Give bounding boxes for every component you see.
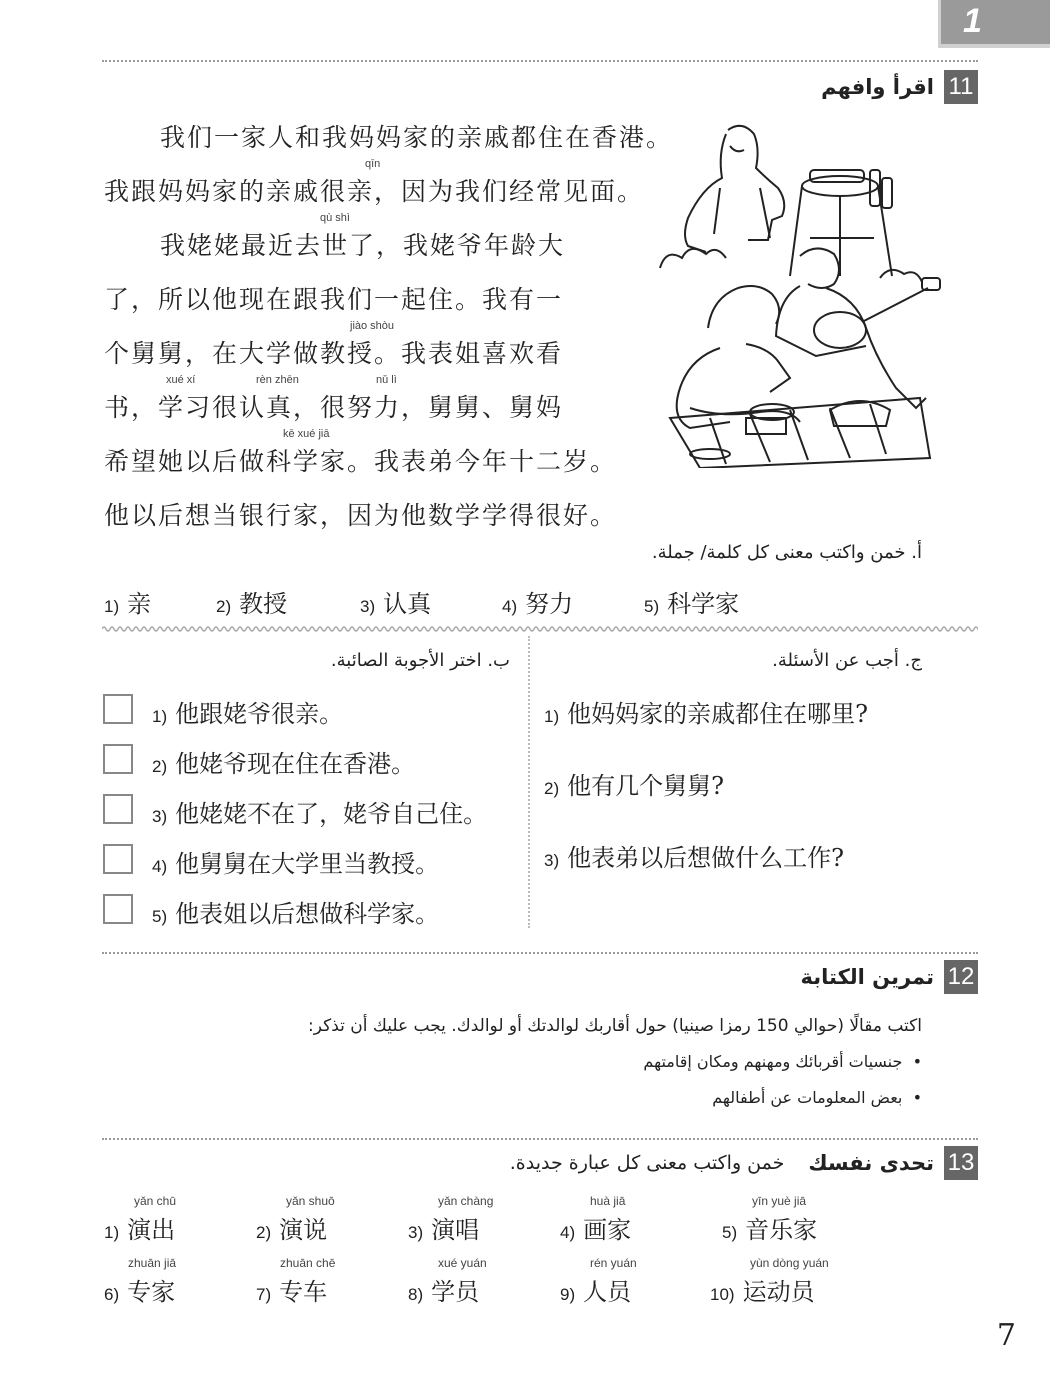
pinyin-annotation: qīn	[365, 158, 381, 170]
item-number: 1)	[104, 1223, 120, 1242]
vocab-word	[104, 1194, 176, 1245]
vocab-pinyin: huà jiā	[590, 1194, 626, 1208]
item-number: 10)	[710, 1285, 735, 1304]
vocab-word	[256, 1256, 335, 1307]
item-number: 4)	[152, 857, 168, 876]
vocab-word	[104, 1256, 176, 1307]
part-b-item	[152, 794, 487, 829]
vocab-text: 演出	[127, 1216, 176, 1244]
pinyin-annotation: xué xí	[166, 374, 196, 386]
passage-line: 希望她以后做科学家。我表弟今年十二岁。	[104, 447, 618, 476]
section-title: تحدى نفسك	[808, 1151, 934, 1175]
bullet-text: بعض المعلومات عن أطفالهم	[712, 1088, 903, 1107]
vocab-word	[560, 1256, 637, 1307]
answer-checkbox[interactable]	[103, 844, 133, 874]
pinyin-annotation: nǔ lì	[376, 374, 397, 386]
vocab-text: 人员	[583, 1278, 632, 1306]
divider	[102, 60, 978, 62]
part-a-item	[360, 584, 431, 619]
answer-checkbox[interactable]	[103, 694, 133, 724]
part-c-question	[544, 838, 844, 873]
section-13-header	[510, 1146, 978, 1180]
item-number: 1)	[152, 707, 168, 726]
part-b-title: ب. اختر الأجوبة الصائبة.	[330, 650, 510, 671]
pinyin-annotation: jiào shòu	[350, 320, 395, 332]
chapter-number: 1	[963, 2, 982, 40]
item-text: 科学家	[667, 590, 740, 618]
passage-line: 我姥姥最近去世了，我姥爷年龄大	[160, 231, 566, 260]
item-text: 他有几个舅舅?	[567, 772, 724, 800]
section-number: 11	[944, 70, 978, 104]
section-title: اقرأ وافهم	[821, 75, 934, 99]
vocab-pinyin: yǎn chū	[134, 1194, 177, 1208]
part-b-item	[152, 844, 439, 879]
part-b-item	[152, 744, 415, 779]
item-text: 他妈妈家的亲戚都住在哪里?	[567, 700, 868, 728]
vocab-pinyin: yǎn shuō	[286, 1194, 335, 1208]
vocab-pinyin: zhuān chē	[280, 1256, 336, 1270]
vocab-text: 演唱	[431, 1216, 480, 1244]
item-number: 9)	[560, 1285, 576, 1304]
passage-line: 他以后想当银行家，因为他数学学得很好。	[104, 501, 618, 530]
part-a-item	[644, 584, 739, 619]
part-b-item	[152, 894, 439, 929]
item-number: 8)	[408, 1285, 424, 1304]
item-number: 3)	[544, 851, 560, 870]
divider	[102, 952, 978, 954]
item-number: 2)	[256, 1223, 272, 1242]
vocab-word	[560, 1194, 631, 1245]
section-11-header	[821, 70, 978, 104]
item-text: 认真	[383, 590, 432, 618]
vocab-word	[722, 1194, 817, 1245]
passage-line: 我跟妈妈家的亲戚很亲，因为我们经常见面。	[104, 177, 645, 206]
passage-line: 我们一家人和我妈妈家的亲戚都住在香港。	[160, 123, 674, 152]
pinyin-annotation: qù shì	[320, 212, 350, 224]
vocab-word	[408, 1256, 487, 1307]
pinyin-annotation: rèn zhēn	[256, 374, 299, 386]
item-text: 他表姐以后想做科学家。	[175, 900, 440, 928]
part-b-item	[152, 694, 343, 729]
answer-checkbox[interactable]	[103, 894, 133, 924]
part-c-question	[544, 766, 724, 801]
item-number: 5)	[644, 597, 660, 616]
item-text: 他姥姥不在了，姥爷自己住。	[175, 800, 488, 828]
part-a-title: أ. خمن واكتب معنى كل كلمة/ جملة.	[651, 542, 922, 563]
item-text: 教授	[239, 590, 288, 618]
item-number: 2)	[152, 757, 168, 776]
vocab-pinyin: yùn dòng yuán	[750, 1256, 829, 1270]
vocab-pinyin: rén yuán	[590, 1256, 637, 1270]
section-title: تمرين الكتابة	[800, 965, 934, 989]
item-number: 3)	[152, 807, 168, 826]
answer-checkbox[interactable]	[103, 794, 133, 824]
item-number: 4)	[502, 597, 518, 616]
vocab-text: 演说	[279, 1216, 328, 1244]
item-text: 他表弟以后想做什么工作?	[567, 844, 844, 872]
vocab-text: 画家	[583, 1216, 632, 1244]
vocab-text: 学员	[431, 1278, 480, 1306]
item-number: 5)	[152, 907, 168, 926]
vocab-text: 专车	[279, 1278, 328, 1306]
pinyin-annotation: kē xué jiā	[283, 428, 330, 440]
part-a-item	[502, 584, 573, 619]
item-number: 1)	[544, 707, 560, 726]
section-number: 12	[944, 960, 978, 994]
passage-line: 书，学习很认真，很努力，舅舅、舅妈	[104, 393, 564, 422]
item-number: 2)	[216, 597, 232, 616]
passage-line: 个舅舅，在大学做教授。我表姐喜欢看	[104, 339, 564, 368]
item-text: 努力	[525, 590, 574, 618]
answer-checkbox[interactable]	[103, 744, 133, 774]
page-number: 7	[996, 1318, 1016, 1353]
item-number: 5)	[722, 1223, 738, 1242]
vocab-text: 专家	[127, 1278, 176, 1306]
vocab-pinyin: yīn yuè jiā	[752, 1194, 807, 1208]
item-number: 6)	[104, 1285, 120, 1304]
family-picnic-illustration	[650, 118, 950, 468]
part-a-item	[104, 584, 151, 619]
vocab-text: 运动员	[742, 1278, 815, 1306]
item-text: 他跟姥爷很亲。	[175, 700, 344, 728]
vocab-text: 音乐家	[745, 1216, 818, 1244]
item-text: 亲	[127, 590, 152, 618]
divider	[102, 1138, 978, 1140]
bullet-item: • جنسيات أقربائك ومهنهم ومكان إقامتهم	[643, 1052, 922, 1071]
item-text: 他舅舅在大学里当教授。	[175, 850, 440, 878]
vocab-pinyin: xué yuán	[438, 1256, 487, 1270]
item-text: 他姥爷现在住在香港。	[175, 750, 416, 778]
passage-line: 了，所以他现在跟我们一起住。我有一	[104, 285, 564, 314]
wavy-divider	[102, 624, 978, 634]
writing-instruction: اكتب مقالًا (حوالي 150 رمزا صينيا) حول أقاربك لوالدتك أو لوالدك. يجب عليك أن تذكر:	[308, 1016, 922, 1036]
part-a-item	[216, 584, 287, 619]
item-number: 3)	[408, 1223, 424, 1242]
section-number: 13	[944, 1146, 978, 1180]
section-subtitle: خمن واكتب معنى كل عبارة جديدة.	[509, 1152, 785, 1174]
item-number: 4)	[560, 1223, 576, 1242]
chapter-tab	[938, 0, 1050, 48]
bullet-text: جنسيات أقربائك ومهنهم ومكان إقامتهم	[643, 1052, 903, 1071]
bullet-item: • بعض المعلومات عن أطفالهم	[712, 1088, 922, 1107]
vocab-pinyin: zhuān jiā	[128, 1256, 177, 1270]
item-number: 1)	[104, 597, 120, 616]
item-number: 3)	[360, 597, 376, 616]
section-12-header	[801, 960, 979, 994]
item-number: 2)	[544, 779, 560, 798]
vocab-pinyin: yǎn chàng	[438, 1194, 494, 1208]
vocab-word	[408, 1194, 493, 1245]
vocab-word	[710, 1256, 829, 1307]
column-divider	[528, 636, 530, 928]
item-number: 7)	[256, 1285, 272, 1304]
vocab-word	[256, 1194, 335, 1245]
part-c-question	[544, 694, 868, 729]
part-c-title: ج. أجب عن الأسئلة.	[772, 650, 922, 671]
